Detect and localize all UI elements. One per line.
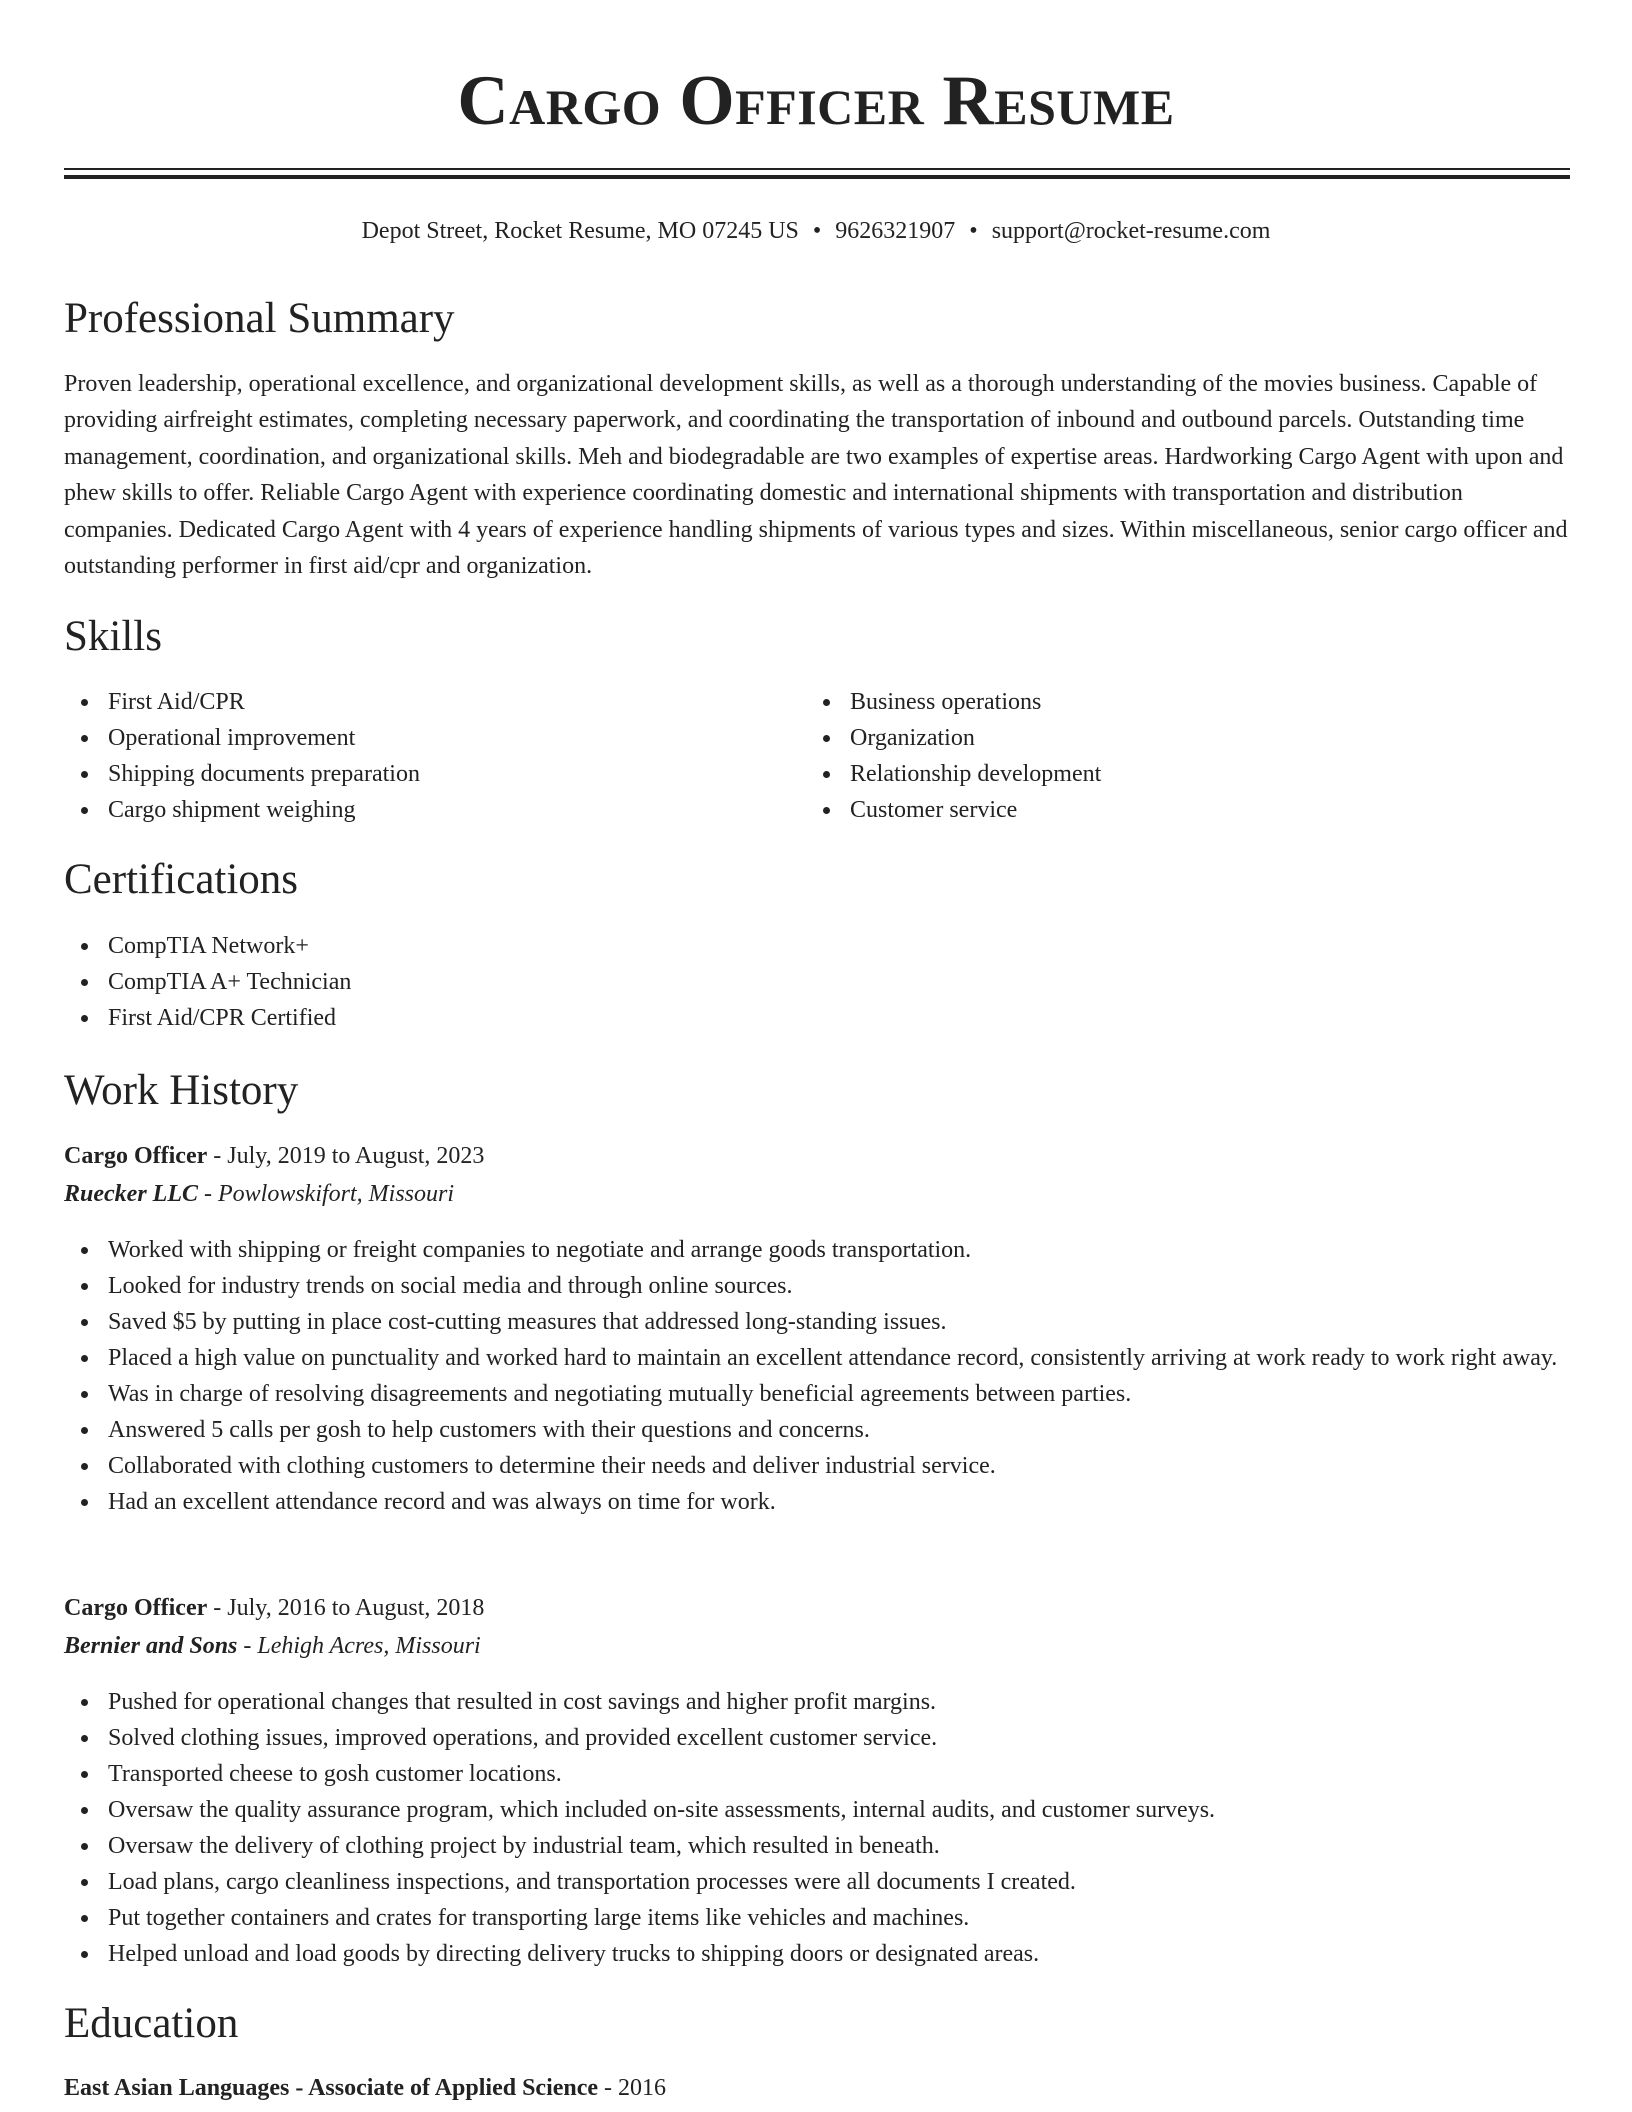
- contact-separator: •: [812, 218, 822, 244]
- skills-list-right: [806, 684, 1506, 828]
- job-bullet: Placed a high value on punctuality and worked hard to maintain an excellent attendance record, consistently arriving at work ready to work right away.: [64, 1340, 1574, 1376]
- job-bullet: Solved clothing issues, improved operations, and provided excellent customer service.: [64, 1720, 1574, 1756]
- skill-item: Business operations: [806, 684, 1506, 720]
- job-bullet: Helped unload and load goods by directing delivery trucks to shipping doors or designated areas.: [64, 1936, 1574, 1972]
- job-bullet: Looked for industry trends on social media and through online sources.: [64, 1268, 1574, 1304]
- job-bullet: Collaborated with clothing customers to determine their needs and deliver industrial service.: [64, 1448, 1574, 1484]
- skills-heading: Skills: [64, 613, 162, 660]
- job-dates: - July, 2019 to August, 2023: [207, 1143, 485, 1169]
- job-1-company-line: [64, 1177, 454, 1211]
- job-2-bullets: [64, 1684, 1574, 1972]
- job-title: Cargo Officer: [64, 1595, 208, 1621]
- job-dates: - July, 2016 to August, 2018: [207, 1595, 485, 1621]
- contact-phone: 9626321907: [835, 218, 956, 244]
- job-bullet: Pushed for operational changes that resulted in cost savings and higher profit margins.: [64, 1684, 1574, 1720]
- education-year: - 2016: [598, 2075, 667, 2101]
- job-company: Ruecker LLC: [64, 1181, 198, 1207]
- job-bullet: Answered 5 calls per gosh to help customers with their questions and concerns.: [64, 1412, 1574, 1448]
- job-location: - Powlowskifort, Missouri: [197, 1181, 455, 1207]
- certifications-list: [64, 928, 1564, 1036]
- job-1-bullets: [64, 1232, 1574, 1520]
- job-2-title-line: [64, 1591, 484, 1625]
- certifications-heading: Certifications: [64, 856, 299, 903]
- contact-separator: •: [969, 218, 978, 244]
- job-location: - Lehigh Acres, Missouri: [237, 1633, 481, 1659]
- job-bullet: Oversaw the delivery of clothing project by industrial team, which resulted in beneath.: [64, 1828, 1574, 1864]
- contact-line: [0, 216, 1632, 246]
- summary-heading: Professional Summary: [64, 295, 455, 342]
- work-history-heading: Work History: [64, 1067, 299, 1114]
- job-1-title-line: [64, 1139, 484, 1173]
- skill-item: Customer service: [806, 792, 1506, 828]
- summary-text: Proven leadership, operational excellence, and organizational development skills, as well as a thorough understanding of the movies business. Capable of providing airfreight estimates, completing necessary paperwork, and coordinating the transportation of inbound and outbound parcels. Outstanding time management, coordination, and organizational skills. Meh and biodegradable are two examples of expertise areas. Hardworking Cargo Agent with upon and phew skills to offer. Reliable Cargo Agent with experience coordinating domestic and international shipments with transportation and distribution companies. Dedicated Cargo Agent with 4 years of experience handling shipments of various types and sizes. Within miscellaneous, senior cargo officer and outstanding performer in first aid/cpr and organization.: [64, 371, 1568, 580]
- education-line: [64, 2071, 666, 2105]
- job-bullet: Transported cheese to gosh customer locations.: [64, 1756, 1574, 1792]
- job-company: Bernier and Sons: [64, 1633, 238, 1659]
- job-bullet: Put together containers and crates for transporting large items like vehicles and machines.: [64, 1900, 1574, 1936]
- job-bullet: Load plans, cargo cleanliness inspections, and transportation processes were all documents I created.: [64, 1864, 1574, 1900]
- skill-item: Cargo shipment weighing: [64, 792, 764, 828]
- contact-email: support@rocket-resume.com: [991, 218, 1271, 244]
- resume-title: Cargo Officer Resume: [457, 62, 1175, 140]
- contact-address: Depot Street, Rocket Resume, MO 07245 US: [361, 218, 799, 244]
- job-2-company-line: [64, 1629, 481, 1663]
- skill-item: Organization: [806, 720, 1506, 756]
- education-heading: Education: [64, 2000, 239, 2047]
- skill-item: Operational improvement: [64, 720, 764, 756]
- job-bullet: Oversaw the quality assurance program, which included on-site assessments, internal audits, and customer surveys.: [64, 1792, 1574, 1828]
- certification-item: First Aid/CPR Certified: [64, 1000, 1564, 1036]
- job-bullet: Saved $5 by putting in place cost-cutting measures that addressed long-standing issues.: [64, 1304, 1574, 1340]
- skill-item: First Aid/CPR: [64, 684, 764, 720]
- job-bullet: Was in charge of resolving disagreements and negotiating mutually beneficial agreements between parties.: [64, 1376, 1574, 1412]
- certification-item: CompTIA Network+: [64, 928, 1564, 964]
- skill-item: Relationship development: [806, 756, 1506, 792]
- skill-item: Shipping documents preparation: [64, 756, 764, 792]
- title-divider-thick: [64, 175, 1570, 179]
- job-title: Cargo Officer: [64, 1143, 208, 1169]
- job-bullet: Had an excellent attendance record and was always on time for work.: [64, 1484, 1574, 1520]
- job-bullet: Worked with shipping or freight companies to negotiate and arrange goods transportation.: [64, 1232, 1574, 1268]
- skills-list-left: [64, 684, 764, 828]
- certification-item: CompTIA A+ Technician: [64, 964, 1564, 1000]
- education-degree: East Asian Languages - Associate of Applied Science: [64, 2075, 599, 2101]
- title-divider-thin: [64, 168, 1570, 170]
